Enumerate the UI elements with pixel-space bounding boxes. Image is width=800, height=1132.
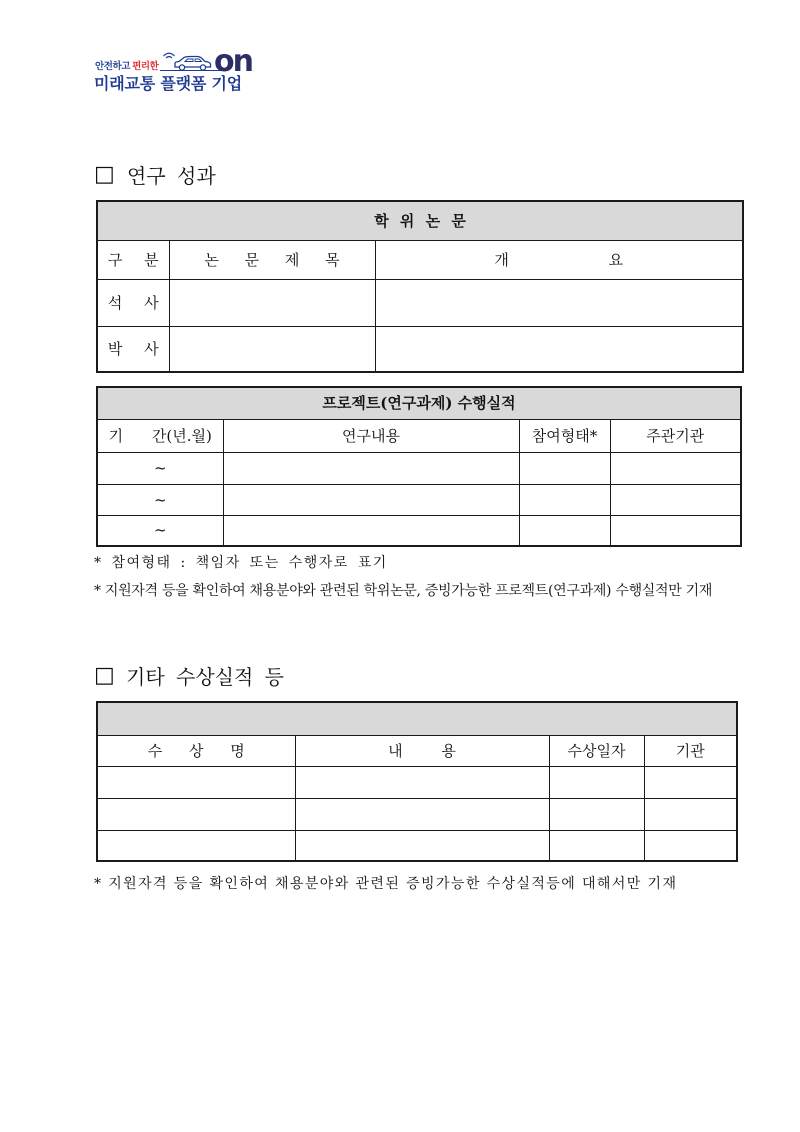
award-org-cell[interactable] — [644, 798, 737, 830]
col-header-award-name: 수 상 명 — [97, 735, 295, 766]
section-box-icon: □ — [94, 162, 115, 187]
logo-company-name: 미래교통 플랫폼 기업 — [94, 74, 243, 93]
degree-table-title: 학 위 논 문 — [97, 201, 743, 240]
project-table — [96, 386, 742, 547]
doctorate-thesis-title-cell[interactable] — [169, 326, 375, 372]
table-row — [97, 419, 741, 452]
col-header-host-org: 주관기관 — [610, 419, 741, 452]
table-row — [97, 830, 737, 861]
host-org-cell[interactable] — [610, 515, 741, 546]
award-content-cell[interactable] — [295, 798, 549, 830]
col-header-award-org: 기관 — [644, 735, 737, 766]
awards-table-title-bar — [97, 702, 737, 735]
research-content-cell[interactable] — [223, 452, 519, 484]
row-label-masters: 석 사 — [97, 279, 169, 326]
participation-cell[interactable] — [519, 484, 610, 515]
research-content-cell[interactable] — [223, 484, 519, 515]
col-header-summary: 개 요 — [375, 240, 743, 279]
table-row — [97, 279, 743, 326]
table-row — [97, 515, 741, 546]
period-cell[interactable]: ~ — [97, 515, 223, 546]
table-row — [97, 240, 743, 279]
project-table-title: 프로젝트(연구과제) 수행실적 — [97, 387, 741, 419]
col-header-thesis-title: 논 문 제 목 — [169, 240, 375, 279]
degree-table — [96, 200, 744, 373]
host-org-cell[interactable] — [610, 452, 741, 484]
col-header-award-content: 내 용 — [295, 735, 549, 766]
award-name-cell[interactable] — [97, 798, 295, 830]
company-logo — [93, 44, 263, 94]
logo-mark: on — [214, 44, 252, 79]
awards-eligibility-note: * 지원자격 등을 확인하여 채용분야와 관련된 증빙가능한 수상실적등에 대해서만 기재 — [94, 876, 678, 892]
award-name-cell[interactable] — [97, 830, 295, 861]
period-cell[interactable]: ~ — [97, 484, 223, 515]
table-row — [97, 798, 737, 830]
row-label-doctorate: 박 사 — [97, 326, 169, 372]
research-eligibility-note: * 지원자격 등을 확인하여 채용분야와 관련된 학위논문, 증빙가능한 프로젝트(연구과제) 수행실적만 기재 — [94, 583, 713, 599]
award-org-cell[interactable] — [644, 766, 737, 798]
col-header-period: 기 간(년.월) — [97, 419, 223, 452]
col-header-award-date: 수상일자 — [549, 735, 644, 766]
table-row — [97, 484, 741, 515]
logo-tagline-convenient: 편리한 — [132, 61, 159, 72]
col-header-participation: 참여형태* — [519, 419, 610, 452]
logo-tagline — [95, 61, 158, 72]
masters-summary-cell[interactable] — [375, 279, 743, 326]
awards-section-heading: 기타 수상실적 등 — [126, 665, 284, 689]
period-cell[interactable]: ~ — [97, 452, 223, 484]
award-date-cell[interactable] — [549, 798, 644, 830]
table-row — [97, 326, 743, 372]
research-content-cell[interactable] — [223, 515, 519, 546]
logo-tagline-safe: 안전하고 — [95, 61, 131, 72]
table-row — [97, 452, 741, 484]
section-box-icon: □ — [94, 663, 115, 688]
col-header-research-content: 연구내용 — [223, 419, 519, 452]
col-header-division: 구 분 — [97, 240, 169, 279]
table-row — [97, 702, 737, 735]
table-row — [97, 735, 737, 766]
doctorate-summary-cell[interactable] — [375, 326, 743, 372]
awards-table — [96, 701, 738, 862]
award-name-cell[interactable] — [97, 766, 295, 798]
research-section-heading: 연구 성과 — [127, 164, 216, 188]
car-signal-icon — [160, 52, 222, 72]
participation-cell[interactable] — [519, 452, 610, 484]
participation-cell[interactable] — [519, 515, 610, 546]
award-date-cell[interactable] — [549, 766, 644, 798]
masters-thesis-title-cell[interactable] — [169, 279, 375, 326]
award-content-cell[interactable] — [295, 766, 549, 798]
award-content-cell[interactable] — [295, 830, 549, 861]
table-row — [97, 766, 737, 798]
table-row — [97, 201, 743, 240]
participation-note: * 참여형태 : 책임자 또는 수행자로 표기 — [94, 555, 388, 571]
table-row — [97, 387, 741, 419]
host-org-cell[interactable] — [610, 484, 741, 515]
award-date-cell[interactable] — [549, 830, 644, 861]
award-org-cell[interactable] — [644, 830, 737, 861]
